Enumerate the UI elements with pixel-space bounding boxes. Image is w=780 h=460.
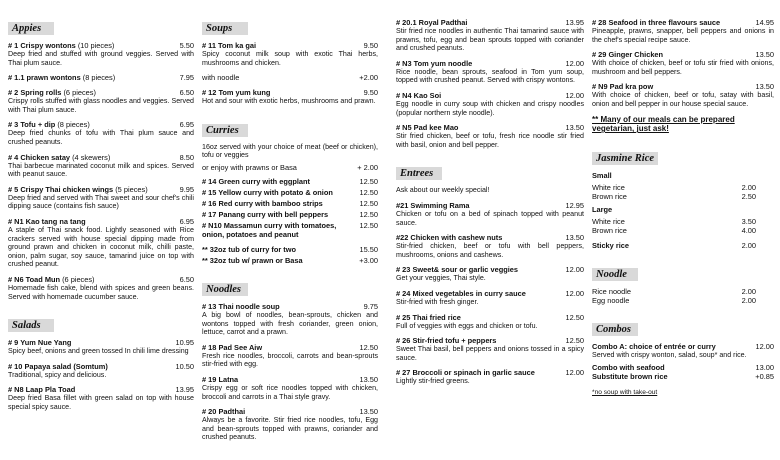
chef-specials-list (592, 18, 774, 109)
menu-item-desc: Sweet Thai basil, bell peppers and onions tossed in a spicy sauce. (396, 345, 584, 362)
section-header-noodles: Noodles (202, 279, 378, 297)
menu-item-name: # 19 Latna (202, 374, 239, 384)
menu-item-row (202, 177, 378, 186)
menu-item-name: # 13 Thai noodle soup (202, 301, 280, 311)
menu-item-price: 9.50 (363, 88, 378, 98)
menu-item-desc: Pineapple, prawns, snapper, bell peppers and onions in the chef's special recipe sauce. (592, 27, 774, 44)
menu-item-desc: Crispy egg or soft rice noodles topped with chicken, broccoli and carrots in a Thai style gravy. (202, 383, 378, 401)
menu-item-row (202, 375, 378, 384)
menu-item-desc: Lightly stir-fried greens. (396, 377, 470, 386)
menu-item (8, 88, 194, 114)
menu-item-price: 13.50 (755, 82, 774, 92)
menu-item-title (202, 199, 323, 208)
menu-item-price: 15.50 (359, 244, 378, 254)
menu-item-row (8, 120, 194, 129)
menu-item (202, 177, 378, 186)
takeout-footnote: *no soup with take-out (592, 389, 658, 397)
menu-item-name: # 17 Panang curry with bell peppers (202, 209, 329, 219)
menu-item-name: # 2 Spring rolls (8, 88, 62, 98)
menu-item (202, 88, 378, 106)
price-row-name: Egg noodle (592, 295, 630, 305)
menu-item-desc: Deep fried chunks of tofu with Thai plum sauce and crushed peanuts. (8, 129, 194, 146)
menu-item-title (202, 188, 333, 197)
price-row-price: 2.00 (741, 286, 756, 296)
menu-item-desc: Deep fried and served with Thai sweet and sour chef's chili dipping sauce (contains fish sauce) (8, 193, 194, 211)
menu-item-price: +3.00 (359, 255, 378, 265)
menu-item (396, 265, 584, 283)
rice-small-label: Small (592, 170, 612, 180)
menu-item-price: 12.95 (565, 200, 584, 210)
menu-item-row (396, 18, 584, 27)
menu-item (8, 217, 194, 269)
menu-item-price: 8.50 (179, 152, 194, 162)
menu-item-name: # 29 Ginger Chicken (592, 50, 664, 60)
combo-a-desc: Served with crispy wonton, salad, soup* and rice. (592, 350, 747, 359)
section-header-combos: Combos (592, 319, 774, 337)
menu-item-row (396, 265, 584, 274)
menu-item-desc: With choice of chicken, beef or tofu, satay with basil, onion and bell pepper in our house special sauce. (592, 91, 774, 108)
menu-item-price: 12.50 (359, 342, 378, 352)
menu-item-name: # N6 Toad Mun (8, 274, 61, 284)
menu-item-price: 13.50 (359, 374, 378, 384)
menu-item-title (592, 18, 720, 27)
menu-item (202, 407, 378, 442)
menu-item-title (202, 375, 238, 384)
menu-item-qty: (8 pieces) (55, 120, 90, 130)
price-row (592, 183, 774, 192)
menu-item-desc: Fresh rice noodles, broccoli, carrots and bean-sprouts stir-fried with egg. (202, 351, 378, 369)
menu-item-row (592, 82, 774, 91)
menu-item-price: 12.00 (565, 288, 584, 298)
menu-item-row (202, 343, 378, 352)
menu-item-row (396, 233, 584, 242)
menu-item-desc: Stir-fried with fresh ginger. (396, 297, 479, 306)
menu-item-price: 13.50 (359, 407, 378, 417)
menu-item-desc: Get your veggies, Thai style. (396, 274, 486, 283)
menu-item-row (8, 153, 194, 162)
menu-item-title (202, 256, 303, 265)
entrees-list (396, 201, 584, 386)
menu-item-row (396, 368, 584, 377)
menu-item (202, 199, 378, 208)
menu-item (396, 336, 584, 362)
menu-item-name: ** 32oz tub w/ prawn or Basa (202, 255, 303, 265)
section-header-entrees: Entrees (396, 163, 584, 181)
menu-item (8, 185, 194, 211)
menu-item-desc: A staple of Thai snack food. Lightly seasoned with Rice crackers served with house special dipping made from ground prawn and chicken in coconut milk, chilli paste, onion, palm sugar, soy sauce, tamarind juice on top with crushed peanut. (8, 225, 194, 269)
price-row-name: White rice (592, 216, 625, 226)
menu-item-name: # 26 Stir-fried tofu + peppers (396, 336, 497, 346)
menu-item-price: 12.00 (565, 368, 584, 378)
menu-item-price: 12.50 (359, 209, 378, 219)
menu-item-name: # 11 Tom ka gai (202, 41, 257, 50)
menu-item-name: # N9 Pad kra pow (592, 82, 654, 92)
menu-item (202, 343, 378, 369)
curries-extras (202, 245, 378, 265)
menu-item (396, 201, 584, 227)
menu-item-name: # 4 Chicken satay (8, 152, 71, 162)
menu-item (396, 59, 584, 85)
menu-item-qty: (8 pieces) (80, 73, 116, 83)
menu-item-name: # N4 Kao Soi (396, 90, 442, 100)
menu-item-desc: Deep fried and stuffed with ground veggies. Served with Thai plum sauce. (8, 50, 194, 67)
menu-item-name: # 15 Yellow curry with potato & onion (202, 187, 333, 197)
menu-item-row (202, 41, 378, 50)
menu-item-price: 12.50 (565, 312, 584, 322)
price-row-name: White rice (592, 182, 625, 192)
menu-item (396, 91, 584, 117)
section-header-salads: Salads (8, 315, 194, 333)
menu-item-price: 12.50 (565, 336, 584, 346)
menu-item-row (202, 188, 378, 197)
menu-item-price: 13.50 (755, 50, 774, 60)
menu-item-row (396, 123, 584, 132)
section-header-curries: Curries (202, 120, 378, 138)
menu-item-title (202, 177, 310, 186)
menu-item (592, 18, 774, 44)
rice-large-label: Large (592, 204, 613, 214)
menu-item-name: with noodle (202, 73, 240, 83)
menu-item-title (8, 41, 114, 50)
price-row (592, 287, 774, 296)
menu-item (396, 123, 584, 149)
menu-item (202, 41, 378, 67)
menu-item-price: 7.95 (179, 73, 194, 83)
menu-item-desc: Stir-fried chicken, beef or tofu with bell peppers, mushrooms, onions and cashews. (396, 242, 584, 259)
curries-intro: 16oz served with your choice of meat (beef or chicken), tofu or veggies (202, 142, 378, 160)
menu-item-row (396, 336, 584, 345)
menu-item-desc: With choice of chicken, beef or tofu stir fried with onions, mushroom and bell peppers. (592, 59, 774, 76)
menu-item-price: 9.50 (363, 41, 378, 50)
price-row-name: Rice noodle (592, 286, 632, 296)
menu-item-name: #21 Swimming Rama (396, 200, 470, 210)
menu-item-row (202, 221, 378, 239)
menu-item-title (396, 368, 535, 377)
combo-brown-rice-row: Substitute brown rice +0.85 (592, 372, 774, 382)
menu-item-row (202, 302, 378, 311)
menu-item-row (202, 245, 378, 254)
menu-item-price: 9.95 (179, 184, 194, 194)
menu-item-price: 12.50 (359, 198, 378, 208)
menu-item-name: # 20.1 Royal Padthai (396, 18, 468, 27)
menu-item-desc: Deep fried Basa fillet with green salad on top with house special spicy sauce. (8, 394, 194, 411)
menu-item-desc: Always be a favorite. Stir fried rice noodles, tofu, Egg and bean-sprouts topped with prawns, coriander and crushed peanuts. (202, 416, 378, 442)
vegetarian-note: ** Many of our meals can be prepared vegetarian, just ask! (592, 114, 735, 134)
menu-item-title (396, 233, 502, 242)
menu-item-price: 13.95 (175, 385, 194, 395)
menu-column-3 (396, 6, 584, 392)
menu-item (202, 188, 378, 197)
appies-list (8, 41, 194, 301)
menu-item-title (396, 289, 526, 298)
menu-item-row (8, 217, 194, 226)
price-row (592, 192, 774, 201)
menu-item-row (202, 88, 378, 97)
menu-item-title (592, 50, 663, 59)
menu-item-name: # N5 Pad kee Mao (396, 123, 459, 133)
menu-item-row (8, 275, 194, 284)
combo-seafood-row: Combo with seafood 13.00 (592, 363, 774, 373)
menu-item-row (8, 362, 194, 371)
menu-item-name: # 25 Thai fried rice (396, 312, 461, 322)
menu-item-row (202, 210, 378, 219)
menu-item-row (592, 50, 774, 59)
menu-item-name: # N3 Tom yum noodle (396, 58, 473, 68)
menu-item-name: # 23 Sweet& sour or garlic veggies (396, 265, 518, 275)
menu-item-title (8, 185, 148, 194)
menu-item-title (8, 362, 108, 371)
menu-item-price: 6.95 (179, 120, 194, 130)
menu-item-name: # 20 Padthai (202, 407, 246, 417)
menu-item-price: 5.50 (179, 41, 194, 50)
menu-item-title (8, 338, 71, 347)
menu-item-price: 12.00 (565, 58, 584, 68)
menu-item-desc: Chicken or tofu on a bed of spinach topped with peanut sauce. (396, 209, 584, 227)
menu-item-price: 6.95 (179, 216, 194, 226)
menu-item-row (8, 338, 194, 347)
menu-item-desc: Rice noodle, bean sprouts, seafood in Tom yum soup, topped with crushed peanut. Served with crispy wontons. (396, 67, 584, 85)
menu-item-title (8, 275, 95, 284)
menu-item-title (396, 123, 458, 132)
menu-item-price: 14.95 (755, 18, 774, 27)
menu-item-row (8, 73, 194, 82)
menu-item-desc: Full of veggies with eggs and chicken or tofu. (396, 321, 538, 330)
price-row-price: 2.00 (741, 182, 756, 192)
menu-item-desc: Homemade fish cake, blend with spices and green beans. Served with homemade cucumber sauce. (8, 283, 194, 301)
menu-item-title (202, 407, 245, 416)
menu-item-row (396, 289, 584, 298)
menu-item-title (8, 217, 86, 226)
menu-item-name: # N10 Massamun curry with tomatoes, onion, potatoes and peanut (202, 220, 337, 239)
menu-item-title (202, 41, 256, 50)
menu-column-4 (592, 6, 774, 396)
menu-item (8, 120, 194, 146)
menu-item (592, 82, 774, 108)
menu-item-price: 10.95 (175, 338, 194, 348)
menu-item (202, 73, 378, 82)
price-row-price: 2.50 (741, 191, 756, 201)
menu-item-row (202, 73, 378, 82)
menu-item-row (202, 199, 378, 208)
menu-item-name: ** 32oz tub of curry for two (202, 244, 297, 254)
menu-item-name: # N1 Kao tang na tang (8, 216, 86, 226)
menu-item-desc: Thai barbecue marinated coconut milk and spices. Served with peanut sauce. (8, 161, 194, 179)
menu-item (8, 275, 194, 301)
menu-item (396, 289, 584, 307)
menu-item (396, 313, 584, 331)
section-header-appies: Appies (8, 18, 194, 36)
price-row (592, 226, 774, 235)
section-header-jasmine-rice: Jasmine Rice (592, 148, 774, 166)
menu-item (8, 385, 194, 411)
menu-item-price: 13.50 (565, 123, 584, 133)
menu-item-name: # 16 Red curry with bamboo strips (202, 198, 323, 208)
menu-item-row (202, 407, 378, 416)
price-row-price: 2.00 (741, 295, 756, 305)
noodle-specials-list (396, 18, 584, 149)
section-header-noodle-side: Noodle (592, 264, 774, 282)
menu-item (8, 338, 194, 356)
menu-item-title (202, 88, 270, 97)
menu-item-price: 9.75 (363, 301, 378, 311)
price-row-price: 4.00 (741, 225, 756, 235)
menu-item-price: 10.50 (175, 361, 194, 371)
menu-item-title (396, 201, 470, 210)
menu-item-price: 12.00 (565, 90, 584, 100)
rice-large-list (592, 217, 774, 235)
menu-item-row (396, 201, 584, 210)
price-row (592, 217, 774, 226)
menu-item-name: # 9 Yum Nue Yang (8, 338, 72, 348)
menu-item (202, 210, 378, 219)
menu-item-title (202, 210, 328, 219)
combo-a-row: Combo A: choice of entrée or curry 12.00 (592, 341, 774, 351)
menu-item-name: # 1 Crispy wontons (8, 41, 76, 50)
section-header-soups: Soups (202, 18, 378, 36)
menu-item (8, 362, 194, 380)
menu-item-price: 12.50 (359, 176, 378, 186)
menu-item-title (8, 385, 75, 394)
menu-item-name: # 18 Pad See Aiw (202, 342, 263, 352)
menu-item (202, 245, 378, 254)
menu-item-desc: Hot and sour with exotic herbs, mushrooms and prawn. (202, 97, 376, 106)
sticky-rice-row: Sticky rice 2.00 (592, 240, 756, 250)
menu-item-qty: (6 pieces) (60, 274, 95, 284)
menu-item-name: # 3 Tofu + dip (8, 120, 56, 130)
menu-item-name: # 1.1 prawn wontons (8, 73, 81, 83)
menu-item-title (202, 73, 239, 82)
menu-item-title (8, 88, 96, 97)
menu-item-title (396, 313, 461, 322)
menu-item-title (202, 302, 280, 311)
menu-item-price: 13.95 (565, 18, 584, 27)
menu-item (8, 73, 194, 82)
menu-item-desc: Stir fried chicken, beef or tofu, fresh rice noodle stir fried with basil, onion and bell pepper. (396, 132, 584, 149)
menu-item-name: # 24 Mixed vegetables in curry sauce (396, 288, 526, 298)
menu-item-title (396, 265, 518, 274)
menu-item-title (8, 153, 110, 162)
menu-column-1 (8, 6, 194, 417)
menu-item (396, 18, 584, 53)
menu-item-price: 12.50 (359, 220, 378, 230)
menu-item-desc: Crispy rolls stuffed with glass noodles and veggies. Served with Thai plum sauce. (8, 97, 194, 114)
menu-item-name: # 28 Seafood in three flavours sauce (592, 18, 721, 27)
menu-item-row (8, 88, 194, 97)
menu-item-row (8, 41, 194, 50)
menu-item-price: 6.50 (179, 274, 194, 284)
menu-item (396, 233, 584, 259)
menu-item-name: # 10 Papaya salad (Somtum) (8, 361, 108, 371)
menu-item (202, 302, 378, 337)
menu-item-title (592, 82, 653, 91)
menu-item-qty: (10 pieces) (75, 41, 115, 50)
menu-item-name: # 14 Green curry with eggplant (202, 176, 311, 186)
menu-item (396, 368, 584, 386)
menu-item (202, 256, 378, 265)
menu-item-desc: A big bowl of noodles, bean-sprouts, chicken and wontons topped with fresh coriander, green onion, lettuce, carrot and a prawn. (202, 310, 378, 337)
price-row-name: Brown rice (592, 191, 627, 201)
menu-item (8, 41, 194, 67)
menu-item (202, 375, 378, 401)
menu-item-name: # 12 Tom yum kung (202, 88, 271, 98)
menu-item-desc: Traditional, spicy and delicious. (8, 370, 107, 379)
menu-item-name: # 27 Broccoli or spinach in garlic sauce (396, 368, 535, 378)
soups-list (202, 41, 378, 106)
menu-item-desc: Spicy coconut milk soup with exotic Thai herbs, mushrooms and chicken. (202, 50, 378, 67)
menu-item-name: #22 Chicken with cashew nuts (396, 233, 503, 243)
menu-item-row (396, 91, 584, 100)
menu-item-row (396, 59, 584, 68)
menu-item-qty: (6 pieces) (61, 88, 96, 98)
menu-item-desc: Stir fried rice noodles in authentic Thai tamarind sauce with prawns, tofu, egg and bean sprouts topped with coriander and crushed peanuts. (396, 27, 584, 53)
combos-block (592, 342, 774, 397)
noodle-side-list (592, 287, 774, 305)
price-row-name: Brown rice (592, 225, 627, 235)
menu-item-desc: Spicy beef, onions and green tossed In chili lime dressing (8, 347, 189, 356)
noodles-list (202, 302, 378, 442)
menu-item-price: 12.00 (565, 265, 584, 275)
menu-item-desc: Egg noodle in curry soup with chicken and crispy noodles (popular northern style noodle). (396, 99, 584, 117)
price-row-price: 3.50 (741, 216, 756, 226)
menu-item-price: 13.50 (565, 233, 584, 243)
weekly-special-note: Ask about our weekly special! (396, 186, 490, 195)
menu-item-price: 6.50 (179, 88, 194, 98)
menu-item-title (202, 343, 262, 352)
menu-item-title (396, 336, 496, 345)
menu-column-2 (202, 6, 378, 448)
menu-item-title (202, 245, 296, 254)
curries-list (202, 177, 378, 239)
menu-item-title (8, 120, 90, 129)
menu-item (202, 221, 378, 239)
price-row (592, 296, 774, 305)
menu-item-row (202, 256, 378, 265)
menu-item-title (396, 59, 472, 68)
menu-item-qty: (4 skewers) (70, 152, 111, 162)
menu-item-row (396, 313, 584, 322)
menu-item-name: # N8 Laap Pla Toad (8, 385, 76, 395)
rice-small-list (592, 183, 774, 201)
menu-item-row (8, 185, 194, 194)
menu-item-name: # 5 Crispy Thai chicken wings (8, 184, 114, 194)
menu-item-title (8, 73, 115, 82)
menu-item (8, 153, 194, 179)
menu-item-price: +2.00 (359, 73, 378, 83)
menu-item-title (202, 221, 356, 239)
menu-item-qty: (5 pieces) (113, 184, 148, 194)
salads-list (8, 338, 194, 411)
menu-item-row (8, 385, 194, 394)
menu-item-title (396, 18, 467, 27)
menu-item (592, 50, 774, 76)
menu-item-row (592, 18, 774, 27)
menu-item-title (396, 91, 441, 100)
menu-item-price: 12.50 (359, 187, 378, 197)
curries-upgrade: or enjoy with prawns or Basa + 2.00 (202, 162, 378, 172)
